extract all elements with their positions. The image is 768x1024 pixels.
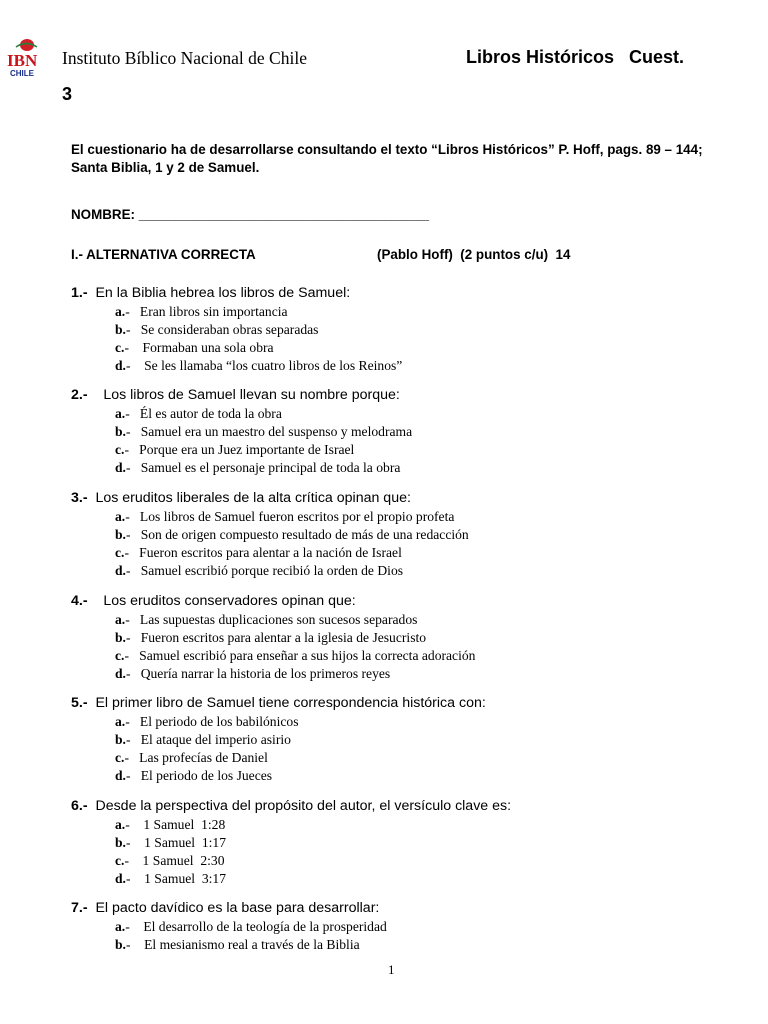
option-c (115, 441, 751, 459)
option-text: - Se les llamaba “los cuatro libros de los Reinos” (125, 358, 403, 373)
option-b (115, 936, 751, 954)
option-b (115, 423, 751, 441)
options-list (115, 611, 751, 683)
options-list (115, 508, 751, 580)
option-text: - Son de origen compuesto resultado de más de una redacción (125, 527, 469, 542)
option-letter: a. (115, 509, 126, 524)
question-2 (71, 386, 751, 477)
option-d (115, 767, 751, 785)
question-3 (71, 489, 751, 580)
question-5 (71, 694, 751, 785)
option-letter: a. (115, 919, 126, 934)
option-text: - 1 Samuel 2:30 (124, 853, 225, 868)
question-text (71, 899, 751, 917)
option-d (115, 357, 751, 375)
question-prompt: Desde la perspectiva del propósito del autor, el versículo clave es: (87, 798, 512, 814)
option-letter: b. (115, 424, 126, 439)
instructions-paragraph: El cuestionario ha de desarrollarse consultando el texto “Libros Históricos” P. Hoff, pags. 89 – 144; Santa Biblia, 1 y 2 de Samuel. (71, 142, 703, 175)
option-b (115, 321, 751, 339)
option-text: - Los libros de Samuel fueron escritos por el propio profeta (125, 509, 455, 524)
options-list (115, 918, 751, 954)
option-text: - Las supuestas duplicaciones son sucesos separados (125, 612, 418, 627)
question-text (71, 386, 751, 404)
option-letter: c. (115, 853, 125, 868)
option-a (115, 303, 751, 321)
logo-chile-text: CHILE (10, 69, 34, 78)
option-text: - Porque era un Juez importante de Israel (124, 442, 355, 457)
option-c (115, 339, 751, 357)
option-letter: c. (115, 750, 125, 765)
option-letter: d. (115, 666, 126, 681)
question-text (71, 797, 751, 815)
option-letter: d. (115, 563, 126, 578)
question-text (71, 284, 751, 302)
option-text: - Eran libros sin importancia (125, 304, 288, 319)
question-number: 3.- (71, 490, 88, 506)
page-number: 1 (388, 962, 395, 977)
option-text: - Quería narrar la historia de los primeros reyes (125, 666, 391, 681)
section-title: I.- ALTERNATIVA CORRECTA (71, 247, 256, 262)
option-a (115, 611, 751, 629)
option-a (115, 816, 751, 834)
question-1 (71, 284, 751, 375)
option-text: - Las profecías de Daniel (124, 750, 268, 765)
ibn-chile-logo (6, 38, 46, 80)
question-7 (71, 899, 751, 954)
question-number: 5.- (71, 695, 88, 711)
option-text: - 1 Samuel 1:17 (125, 835, 227, 850)
option-letter: d. (115, 871, 126, 886)
name-field-line: NOMBRE: _______________________________________ (71, 207, 430, 222)
option-letter: c. (115, 442, 125, 457)
question-number: 7.- (71, 900, 88, 916)
option-b (115, 731, 751, 749)
options-list (115, 713, 751, 785)
question-prompt: El pacto davídico es la base para desarrollar: (87, 900, 380, 916)
option-text: - El mesianismo real a través de la Biblia (125, 937, 360, 952)
option-d (115, 665, 751, 683)
option-letter: d. (115, 460, 126, 475)
option-b (115, 629, 751, 647)
option-d (115, 870, 751, 888)
option-text: - Samuel era un maestro del suspenso y melodrama (125, 424, 413, 439)
option-c (115, 544, 751, 562)
question-number: 6.- (71, 798, 88, 814)
question-text (71, 489, 751, 507)
options-list (115, 405, 751, 477)
option-letter: c. (115, 648, 125, 663)
option-text: - El periodo de los Jueces (125, 768, 273, 783)
option-b (115, 526, 751, 544)
option-letter: b. (115, 527, 126, 542)
option-text: - Fueron escritos para alentar a la iglesia de Jesucristo (125, 630, 427, 645)
option-text: - Se consideraban obras separadas (125, 322, 319, 337)
option-text: - El desarrollo de la teología de la prosperidad (125, 919, 387, 934)
option-letter: c. (115, 545, 125, 560)
option-letter: b. (115, 322, 126, 337)
questionnaire-number: 3 (62, 84, 73, 104)
logo-graphic (6, 38, 46, 80)
option-d (115, 459, 751, 477)
question-prompt: En la Biblia hebrea los libros de Samuel: (87, 285, 351, 301)
options-list (115, 303, 751, 375)
question-4 (71, 592, 751, 683)
option-letter: c. (115, 340, 125, 355)
question-prompt: El primer libro de Samuel tiene correspondencia histórica con: (87, 695, 486, 711)
option-letter: d. (115, 358, 126, 373)
option-letter: a. (115, 304, 126, 319)
option-text: - Formaban una sola obra (124, 340, 274, 355)
question-number: 2.- (71, 387, 88, 403)
option-letter: a. (115, 714, 126, 729)
option-a (115, 508, 751, 526)
option-text: - Samuel escribió porque recibió la orden de Dios (125, 563, 404, 578)
option-letter: b. (115, 835, 126, 850)
option-letter: a. (115, 612, 126, 627)
option-letter: b. (115, 937, 126, 952)
option-a (115, 918, 751, 936)
option-b (115, 834, 751, 852)
option-c (115, 647, 751, 665)
option-text: - Samuel escribió para enseñar a sus hijos la correcta adoración (124, 648, 476, 663)
option-text: - El periodo de los babilónicos (125, 714, 299, 729)
option-a (115, 713, 751, 731)
option-letter: b. (115, 732, 126, 747)
option-c (115, 852, 751, 870)
section-points: (Pablo Hoff) (2 puntos c/u) 14 (377, 247, 571, 262)
option-text: - 1 Samuel 3:17 (125, 871, 227, 886)
question-text (71, 694, 751, 712)
options-list (115, 816, 751, 888)
logo-ibn-text: IBN (7, 51, 38, 70)
option-letter: a. (115, 406, 126, 421)
question-prompt: Los eruditos conservadores opinan que: (87, 593, 356, 609)
course-title: Libros Históricos Cuest. (466, 47, 685, 67)
question-prompt: Los eruditos liberales de la alta crítica opinan que: (87, 490, 411, 506)
option-text: - Samuel es el personaje principal de toda la obra (125, 460, 401, 475)
question-number: 1.- (71, 285, 88, 301)
option-text: - Él es autor de toda la obra (125, 406, 282, 421)
institute-name: Instituto Bíblico Nacional de Chile (62, 48, 307, 68)
question-6 (71, 797, 751, 888)
option-letter: d. (115, 768, 126, 783)
question-prompt: Los libros de Samuel llevan su nombre porque: (87, 387, 400, 403)
option-text: - 1 Samuel 1:28 (125, 817, 226, 832)
option-text: - El ataque del imperio asirio (125, 732, 291, 747)
option-d (115, 562, 751, 580)
question-number: 4.- (71, 593, 88, 609)
option-letter: a. (115, 817, 126, 832)
question-text (71, 592, 751, 610)
option-text: - Fueron escritos para alentar a la nación de Israel (124, 545, 402, 560)
option-letter: b. (115, 630, 126, 645)
option-a (115, 405, 751, 423)
option-c (115, 749, 751, 767)
